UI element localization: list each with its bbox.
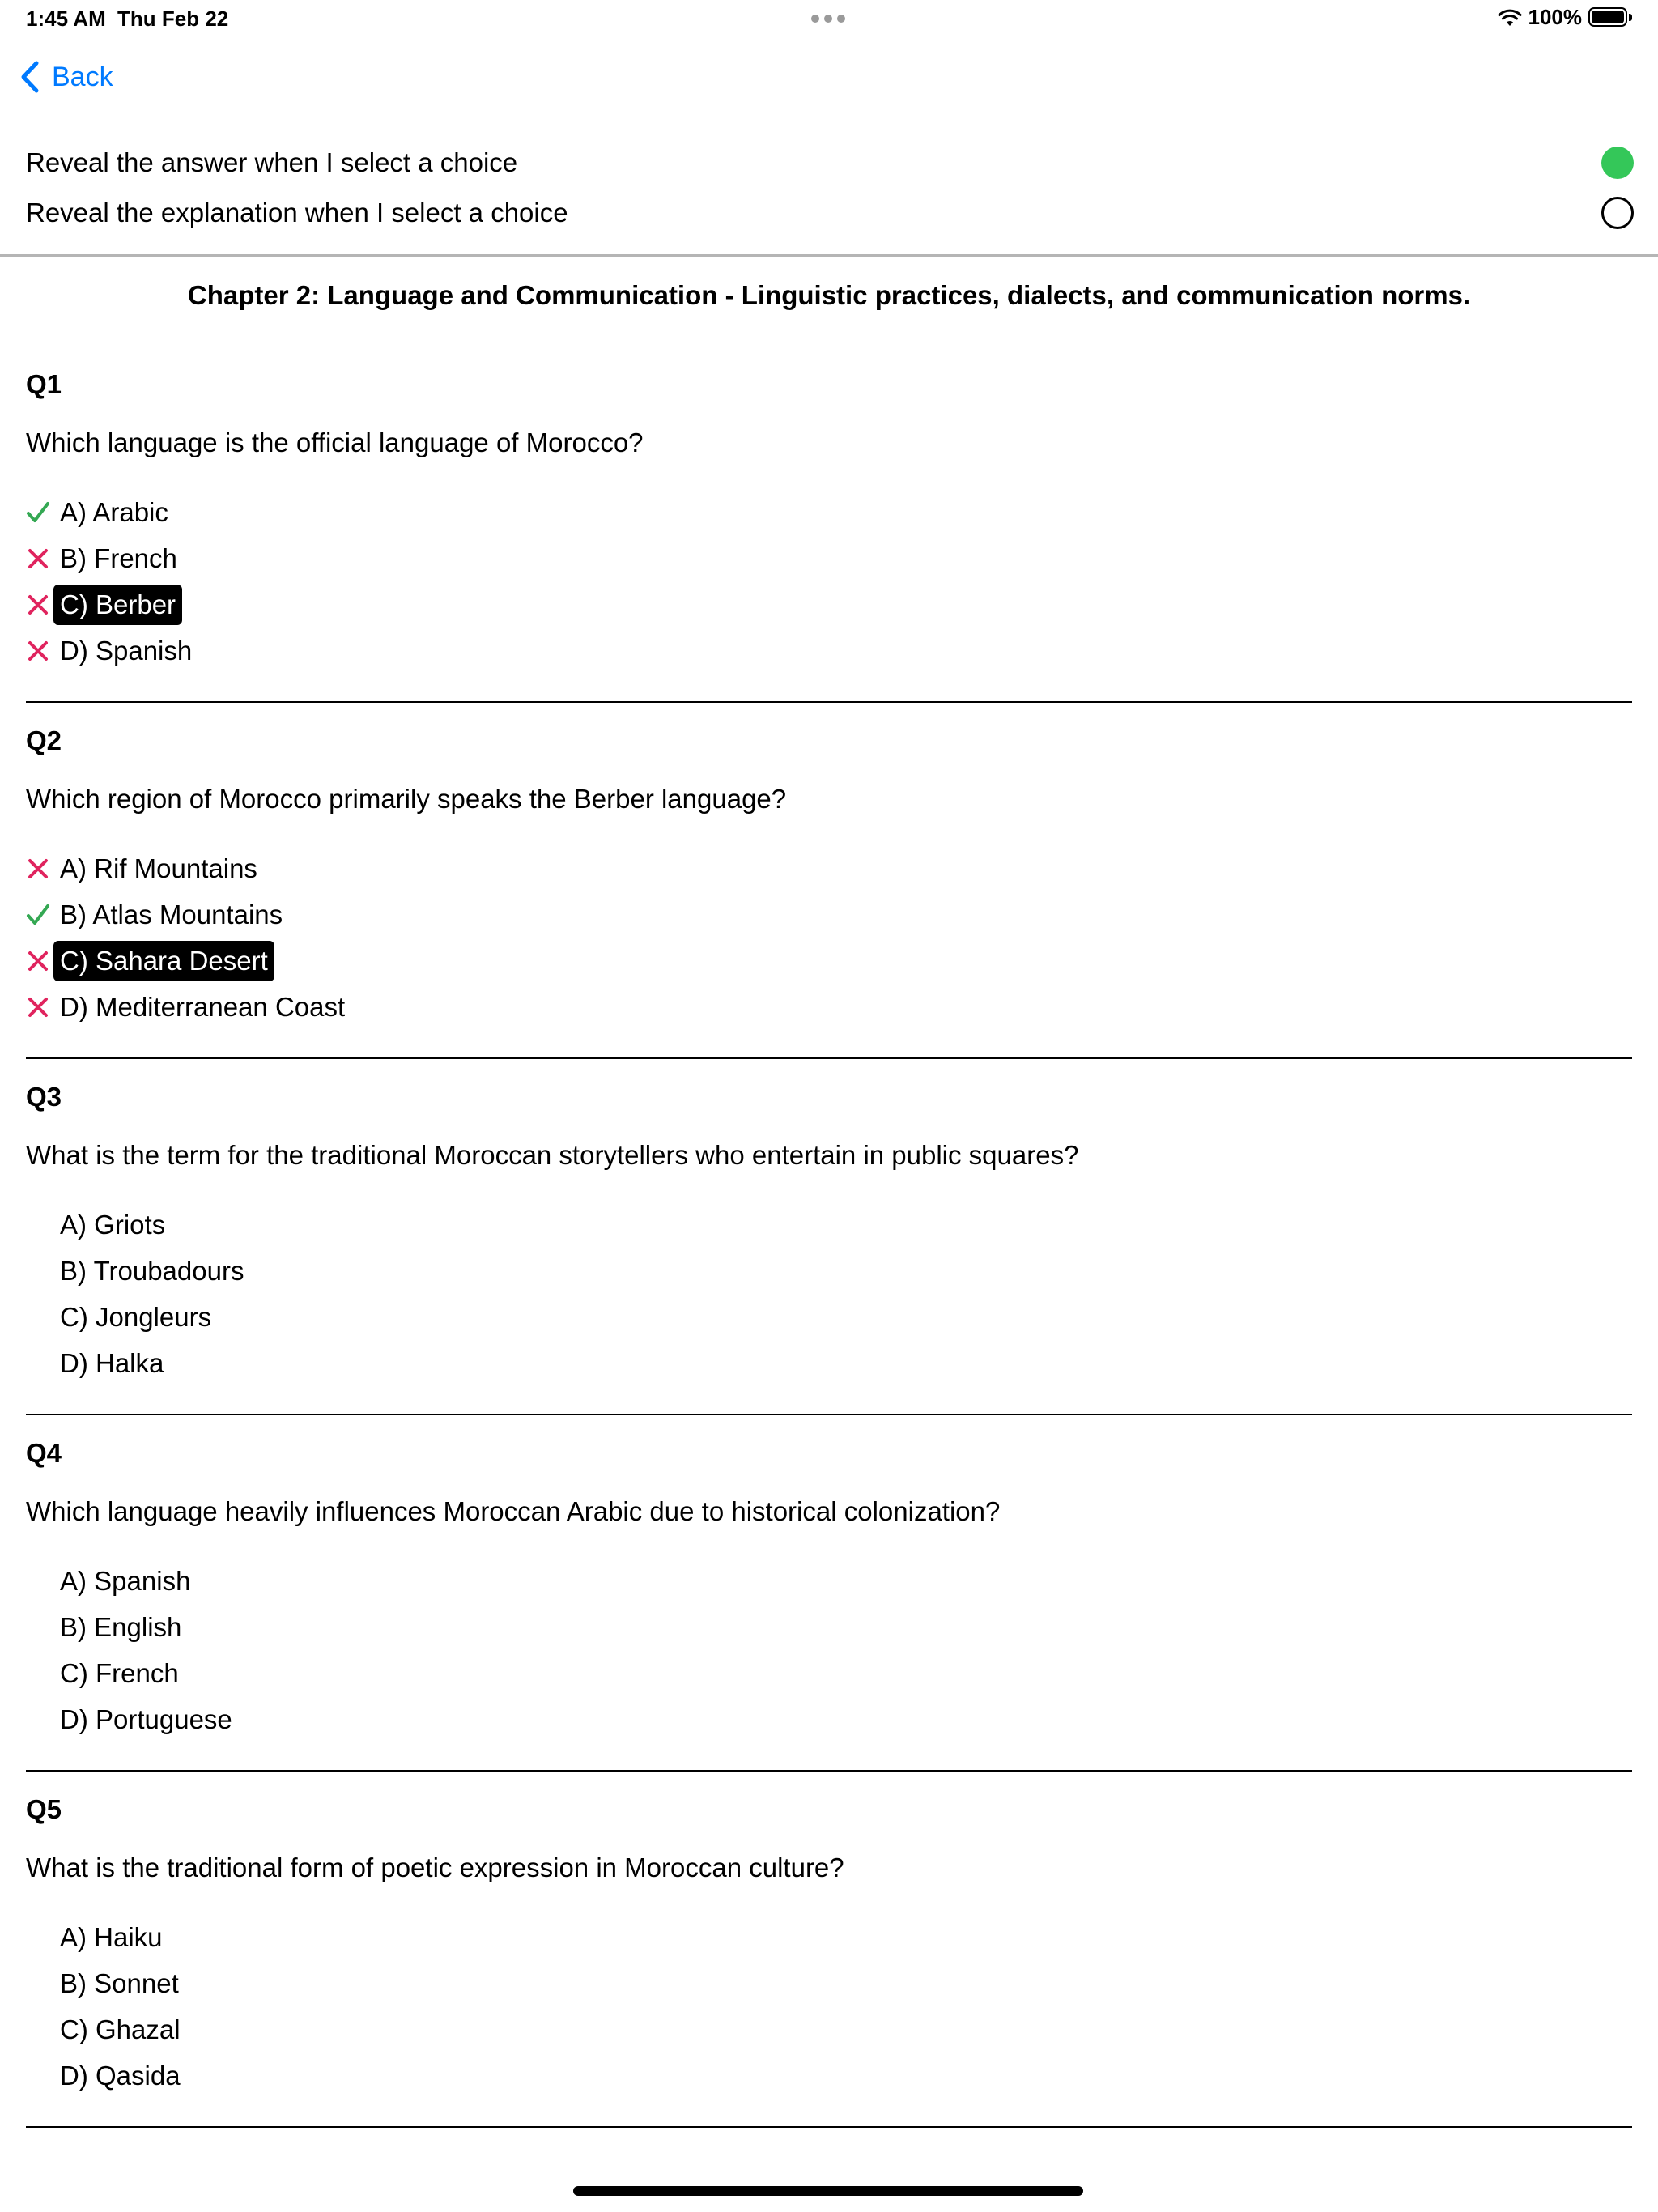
status-bar: [0, 0, 1658, 37]
checkmark-icon: [26, 903, 50, 927]
battery-percent: 100%: [1528, 5, 1582, 29]
no-mark: [26, 1259, 50, 1283]
reveal-explanation-toggle[interactable]: [1601, 197, 1634, 229]
question-number: Q3: [26, 1082, 62, 1112]
no-mark: [26, 1925, 50, 1950]
cross-icon: [26, 995, 50, 1019]
choice-label: C) Ghazal: [60, 2014, 181, 2044]
chevron-left-icon: [19, 60, 40, 94]
status-right: [1498, 5, 1635, 30]
question-text: Which language is the official language of Morocco?: [26, 428, 644, 457]
no-mark: [26, 1305, 50, 1329]
back-label: Back: [52, 61, 113, 92]
checkmark-icon: [26, 500, 50, 525]
question-text: What is the term for the traditional Moroccan storytellers who entertain in public squares?: [26, 1140, 1079, 1170]
question-card: [26, 1415, 1632, 1772]
choice-label: D) Halka: [60, 1347, 164, 1378]
cross-icon: [26, 857, 50, 881]
choice-label: C) Sahara Desert: [53, 941, 274, 981]
question-card: [26, 1772, 1632, 2128]
no-mark: [26, 1351, 50, 1376]
no-mark: [26, 1661, 50, 1686]
battery-icon: [1588, 7, 1634, 28]
question-card: [26, 347, 1632, 703]
battery-fill: [1592, 11, 1624, 23]
choice-label: A) Griots: [60, 1209, 166, 1240]
divider: [0, 254, 1658, 257]
setting-label: Reveal the answer when I select a choice: [26, 147, 518, 177]
question-card: [26, 703, 1632, 1059]
choice-label: B) Troubadours: [60, 1255, 244, 1286]
no-mark: [26, 1213, 50, 1237]
cross-icon: [26, 547, 50, 571]
choice-label: A) Rif Mountains: [60, 853, 257, 883]
home-indicator[interactable]: [573, 2186, 1083, 2196]
status-time: 1:45 AM: [26, 6, 106, 31]
question-number: Q2: [26, 725, 62, 755]
choice-label: B) French: [60, 542, 177, 573]
choice-label: D) Mediterranean Coast: [60, 991, 346, 1022]
question-card: [26, 1059, 1632, 1415]
cross-icon: [26, 639, 50, 663]
no-mark: [26, 2064, 50, 2088]
question-text: Which language heavily influences Moroccan Arabic due to historical colonization?: [26, 1496, 1001, 1526]
choice-label: A) Arabic: [60, 496, 168, 527]
cross-icon: [26, 949, 50, 973]
choice-label: B) Sonnet: [60, 1967, 179, 1998]
chapter-title: Chapter 2: Language and Communication - Linguistic practices, dialects, and communication norms.: [187, 280, 1471, 310]
question-number: Q4: [26, 1438, 62, 1468]
choice-label: A) Spanish: [60, 1565, 191, 1596]
question-text: What is the traditional form of poetic expression in Moroccan culture?: [26, 1853, 844, 1882]
setting-reveal-answer[interactable]: [26, 140, 1634, 185]
setting-reveal-explanation[interactable]: [26, 190, 1634, 236]
choice-label: A) Haiku: [60, 1921, 163, 1952]
choice-label: B) English: [60, 1611, 182, 1642]
no-mark: [26, 1569, 50, 1593]
choice-label: C) French: [60, 1657, 179, 1688]
reveal-answer-toggle[interactable]: [1601, 147, 1634, 179]
multitasking-dots-icon[interactable]: [811, 15, 845, 23]
cross-icon: [26, 593, 50, 617]
choice-label: D) Spanish: [60, 635, 193, 666]
no-mark: [26, 1972, 50, 1996]
choice-label: C) Berber: [53, 585, 182, 625]
choice-label: B) Atlas Mountains: [60, 899, 283, 929]
no-mark: [26, 1708, 50, 1732]
choice-label: C) Jongleurs: [60, 1301, 212, 1332]
question-number: Q1: [26, 369, 62, 399]
setting-label: Reveal the explanation when I select a choice: [26, 198, 568, 228]
status-date: Thu Feb 22: [117, 6, 229, 31]
back-button[interactable]: [19, 60, 113, 94]
question-list: [26, 347, 1632, 2128]
no-mark: [26, 1615, 50, 1640]
question-text: Which region of Morocco primarily speaks the Berber language?: [26, 784, 787, 814]
choice-label: D) Portuguese: [60, 1704, 232, 1734]
wifi-icon: [1498, 8, 1522, 28]
no-mark: [26, 2018, 50, 2042]
choice-label: D) Qasida: [60, 2060, 181, 2091]
question-number: Q5: [26, 1794, 62, 1824]
